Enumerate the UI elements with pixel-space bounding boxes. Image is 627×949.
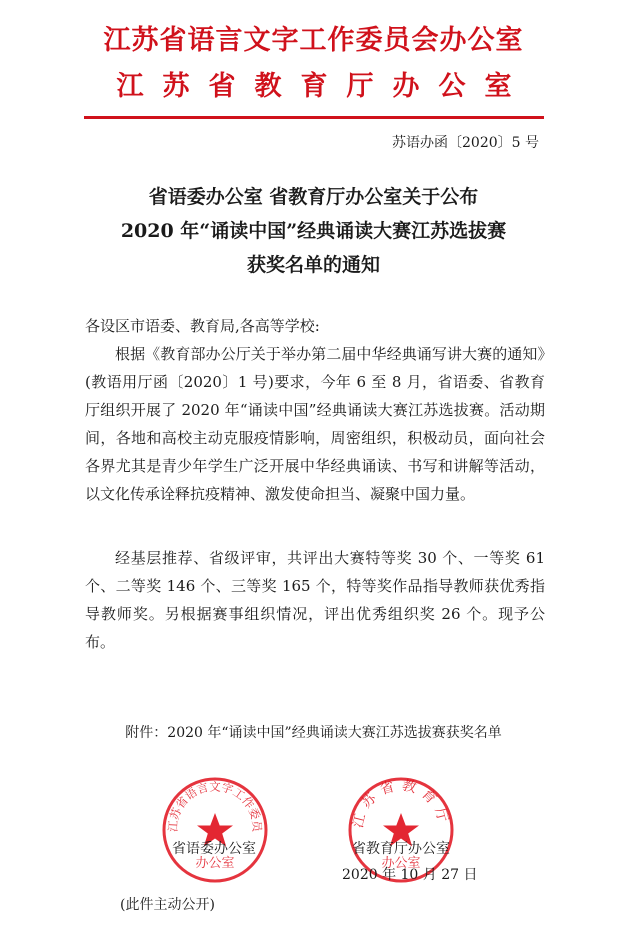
issue-date: 2020 年 10 月 27 日 (342, 867, 478, 883)
attachment-line: 附件：2020 年“诵读中国”经典诵读大赛江苏选拔赛获奖名单 (125, 725, 502, 741)
seal-language-committee (160, 775, 270, 885)
seal-2-bottom-text: 办公室 (381, 856, 421, 871)
signatory-education-department: 省教育厅办公室 (352, 841, 450, 857)
seal-1-bottom-text: 办公室 (195, 856, 235, 871)
document-number: 苏语办函〔2020〕5 号 (392, 135, 539, 151)
disclosure-note: (此件主动公开) (120, 897, 215, 913)
title-line-2: 2020 年“诵读中国”经典诵读大赛江苏选拔赛 (120, 220, 507, 242)
seal-2-ring-text: 江苏省教育厅 (350, 777, 452, 830)
title-line-3: 获奖名单的通知 (246, 254, 380, 276)
body-paragraph-1: 根据《教育部办公厅关于举办第二届中华经典诵写讲大赛的通知》(教语用厅函〔2020〕1 号)要求，今年 6 至 8 月，省语委、省教育厅组织开展了 2020 年“诵读中国”经典诵读大赛江苏选拔赛。活动期间，各地和高校主动克服疫情影响，周密组织，积极动员，面向社会各界尤其是青少年学生广泛开展中华经典诵读、书写和讲解等活动，以文化传承诠释抗疫精神、激发使命担当、凝聚中国力量。 (85, 345, 545, 503)
letterhead-line-2: 江苏省教育厅办公室 (116, 71, 531, 102)
red-divider (84, 116, 544, 119)
seal-1-ring-text: 江苏省语言文字工作委员 (165, 779, 265, 833)
signatory-language-committee: 省语委办公室 (172, 841, 256, 857)
body-paragraph-2: 经基层推荐、省级评审，共评出大赛特等奖 30 个、一等奖 61 个、二等奖 146 个、三等奖 165 个，特等奖作品指导教师获优秀指导教师奖。另根据赛事组织情况，评出优秀组织奖 26 个。现予公布。 (85, 549, 545, 651)
salutation: 各设区市语委、教育局,各高等学校: (85, 317, 320, 335)
letterhead-line-1: 江苏省语言文字工作委员会办公室 (103, 25, 524, 56)
title-line-1: 省语委办公室 省教育厅办公室关于公布 (148, 186, 479, 208)
